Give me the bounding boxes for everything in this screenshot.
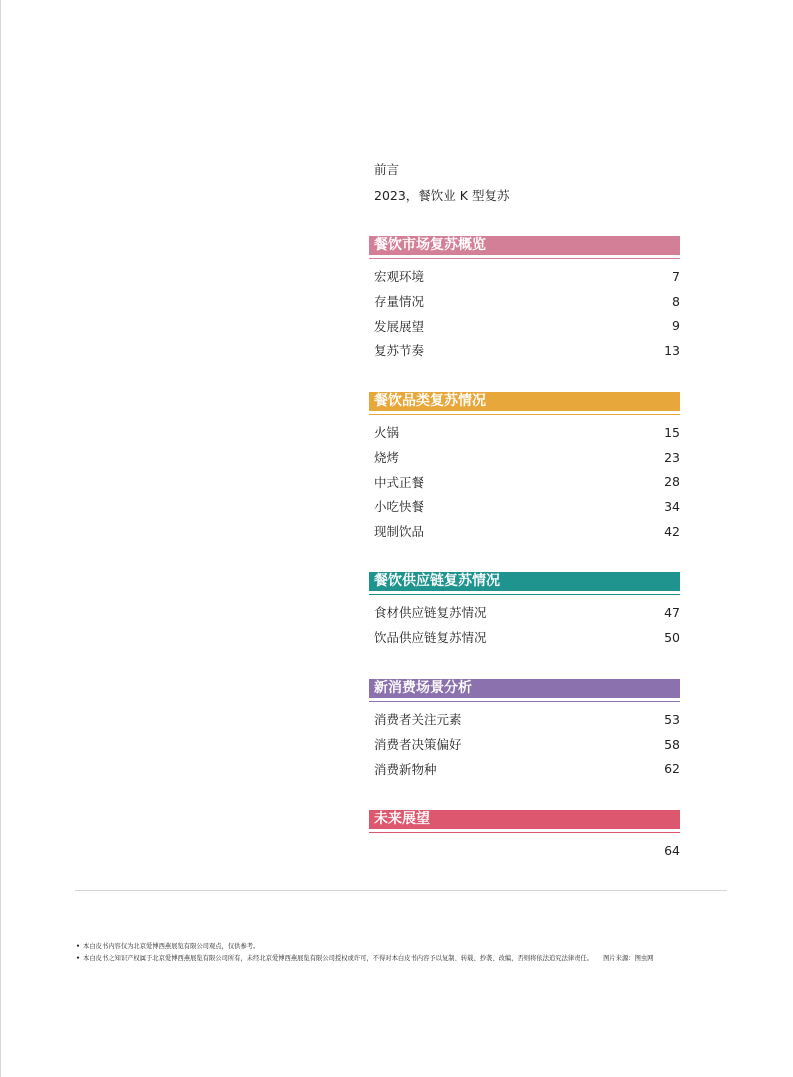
toc-entry[interactable] xyxy=(369,264,680,289)
toc-entry[interactable] xyxy=(369,756,680,781)
entry-page: 50 xyxy=(664,629,680,645)
entry-page: 34 xyxy=(664,498,680,514)
section-heading[interactable]: 新消费场景分析 xyxy=(369,679,680,698)
preface-link[interactable]: 前言 xyxy=(374,162,400,177)
section-rule xyxy=(369,701,680,702)
footer-divider xyxy=(75,890,727,891)
section-rule xyxy=(369,258,680,259)
footer-note xyxy=(76,941,653,953)
entry-label: 存量情况 xyxy=(374,294,425,310)
toc-section-3 xyxy=(369,679,680,781)
entry-page: 42 xyxy=(664,523,680,539)
entry-label: 中式正餐 xyxy=(374,474,425,490)
page-edge-line xyxy=(0,0,1,1077)
toc-entry[interactable] xyxy=(369,494,680,519)
entry-page: 47 xyxy=(664,604,680,620)
entry-label: 烧烤 xyxy=(374,450,400,466)
section-heading[interactable]: 餐饮品类复苏情况 xyxy=(369,392,680,411)
section-rule xyxy=(369,594,680,595)
footer-notes xyxy=(76,941,653,965)
bullet-marker: • xyxy=(76,955,81,962)
subtitle-link[interactable]: 2023，餐饮业 K 型复苏 xyxy=(374,188,510,203)
toc-entry[interactable] xyxy=(369,313,680,338)
entry-label: 火锅 xyxy=(374,425,400,441)
entry-page: 58 xyxy=(664,736,680,752)
entry-label: 复苏节奏 xyxy=(374,343,425,359)
toc-entry[interactable] xyxy=(369,732,680,757)
toc-entry[interactable] xyxy=(369,338,680,363)
toc-entry[interactable] xyxy=(369,625,680,650)
entry-label: 食材供应链复苏情况 xyxy=(374,605,487,621)
entry-label: 小吃快餐 xyxy=(374,499,425,515)
toc-entry[interactable] xyxy=(369,445,680,470)
section-heading[interactable]: 未来展望 xyxy=(369,810,680,829)
image-credit: 图片来源：图虫网 xyxy=(603,955,654,962)
note-text: 本白皮书内容仅为北京爱博西燕展览有限公司观点，仅供参考。 xyxy=(83,943,260,950)
toc-entry[interactable] xyxy=(369,519,680,544)
section-heading[interactable]: 餐饮市场复苏概览 xyxy=(369,236,680,255)
toc-section-2 xyxy=(369,572,680,649)
section-rule xyxy=(369,414,680,415)
toc-entry[interactable] xyxy=(369,289,680,314)
section-heading[interactable]: 餐饮供应链复苏情况 xyxy=(369,572,680,591)
note-text: 本白皮书之知识产权属于北京爱博西燕展览有限公司所有，未经北京爱博西燕展览有限公司授权或许可，不得对本白皮书内容予以复制、转载、抄袭、改编，否则将依法追究法律责任。 xyxy=(83,955,594,962)
entry-page: 62 xyxy=(664,761,680,777)
entry-page: 13 xyxy=(664,342,680,358)
entry-page: 53 xyxy=(664,711,680,727)
intro-block xyxy=(374,160,509,212)
entry-page: 7 xyxy=(672,268,680,284)
entry-label: 饮品供应链复苏情况 xyxy=(374,630,487,646)
entry-page: 15 xyxy=(664,424,680,440)
footer-note xyxy=(76,953,653,965)
entry-page: 23 xyxy=(664,449,680,465)
toc-entry[interactable] xyxy=(369,469,680,494)
entry-page: 9 xyxy=(672,318,680,334)
toc-entry[interactable] xyxy=(369,600,680,625)
entry-label: 消费者关注元素 xyxy=(374,712,462,728)
toc-entry[interactable] xyxy=(369,707,680,732)
entry-label: 消费者决策偏好 xyxy=(374,737,462,753)
entry-label: 现制饮品 xyxy=(374,524,425,540)
bullet-marker: • xyxy=(76,943,81,950)
entry-page: 64 xyxy=(664,842,680,858)
toc-section-1 xyxy=(369,392,680,543)
entry-page: 28 xyxy=(664,474,680,490)
toc-entry[interactable] xyxy=(369,420,680,445)
section-rule xyxy=(369,832,680,833)
entry-label: 发展展望 xyxy=(374,318,425,334)
entry-page: 8 xyxy=(672,293,680,309)
toc-section-4 xyxy=(369,810,680,863)
toc-entry[interactable] xyxy=(369,838,680,863)
entry-label: 消费新物种 xyxy=(374,761,437,777)
toc-section-0 xyxy=(369,236,680,363)
entry-label: 宏观环境 xyxy=(374,269,425,285)
